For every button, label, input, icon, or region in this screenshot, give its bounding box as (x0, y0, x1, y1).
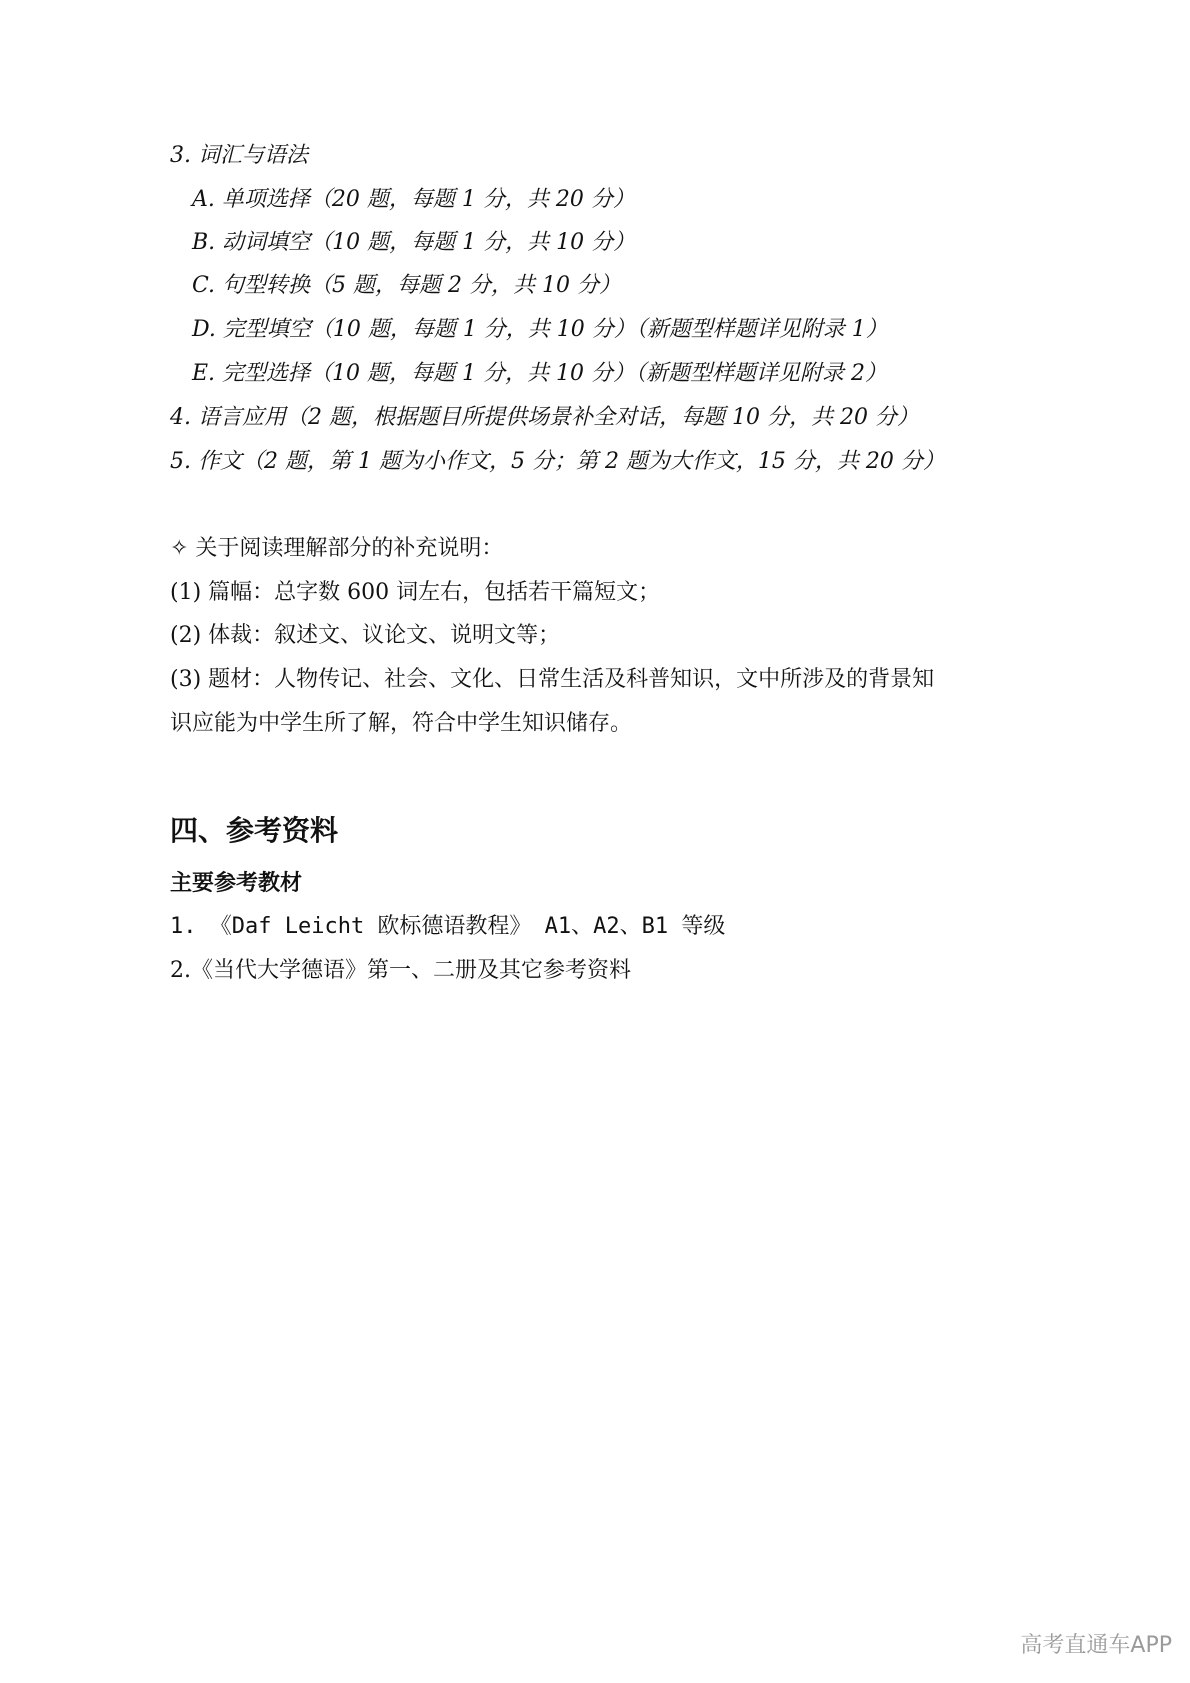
exam-item-d: D. 完型填空（10 题，每题 1 分，共 10 分）（新题型样题详见附录 1） (192, 317, 888, 342)
exam-item-4: 4. 语言应用（2 题，根据题目所提供场景补全对话，每题 10 分，共 20 分） (170, 405, 919, 430)
reading-note-item-1: (1) 篇幅：总字数 600 词左右，包括若干篇短文； (170, 580, 661, 605)
reference-item-1: 1. 《Daf Leicht 欧标德语教程》 A1、A2、B1 等级 (170, 914, 726, 939)
reading-note-item-3-cont: 识应能为中学生所了解，符合中学生知识储存。 (170, 711, 633, 736)
reference-item-2: 2.《当代大学德语》第一、二册及其它参考资料 (170, 958, 631, 983)
reading-note-item-3: (3) 题材：人物传记、社会、文化、日常生活及科普知识，文中所涉及的背景知 (170, 667, 935, 692)
exam-item-5: 5. 作文（2 题，第 1 题为小作文，5 分；第 2 题为大作文，15 分，共 20 分） (170, 449, 945, 474)
exam-item-3: 3. 词汇与语法 (170, 143, 308, 168)
reading-note-title: ✧ 关于阅读理解部分的补充说明： (170, 536, 504, 561)
section4-subheading: 主要参考教材 (170, 871, 303, 896)
exam-item-a: A. 单项选择（20 题，每题 1 分，共 20 分） (192, 187, 635, 212)
section4-heading: 四、参考资料 (170, 814, 339, 847)
exam-item-c: C. 句型转换（5 题，每题 2 分，共 10 分） (192, 273, 621, 298)
exam-item-b: B. 动词填空（10 题，每题 1 分，共 10 分） (192, 230, 636, 255)
watermark-text: 高考直通车APP (1020, 1633, 1172, 1658)
reading-note-item-2: (2) 体裁：叙述文、议论文、说明文等； (170, 623, 561, 648)
exam-item-e: E. 完型选择（10 题，每题 1 分，共 10 分）（新题型样题详见附录 2） (192, 361, 887, 386)
